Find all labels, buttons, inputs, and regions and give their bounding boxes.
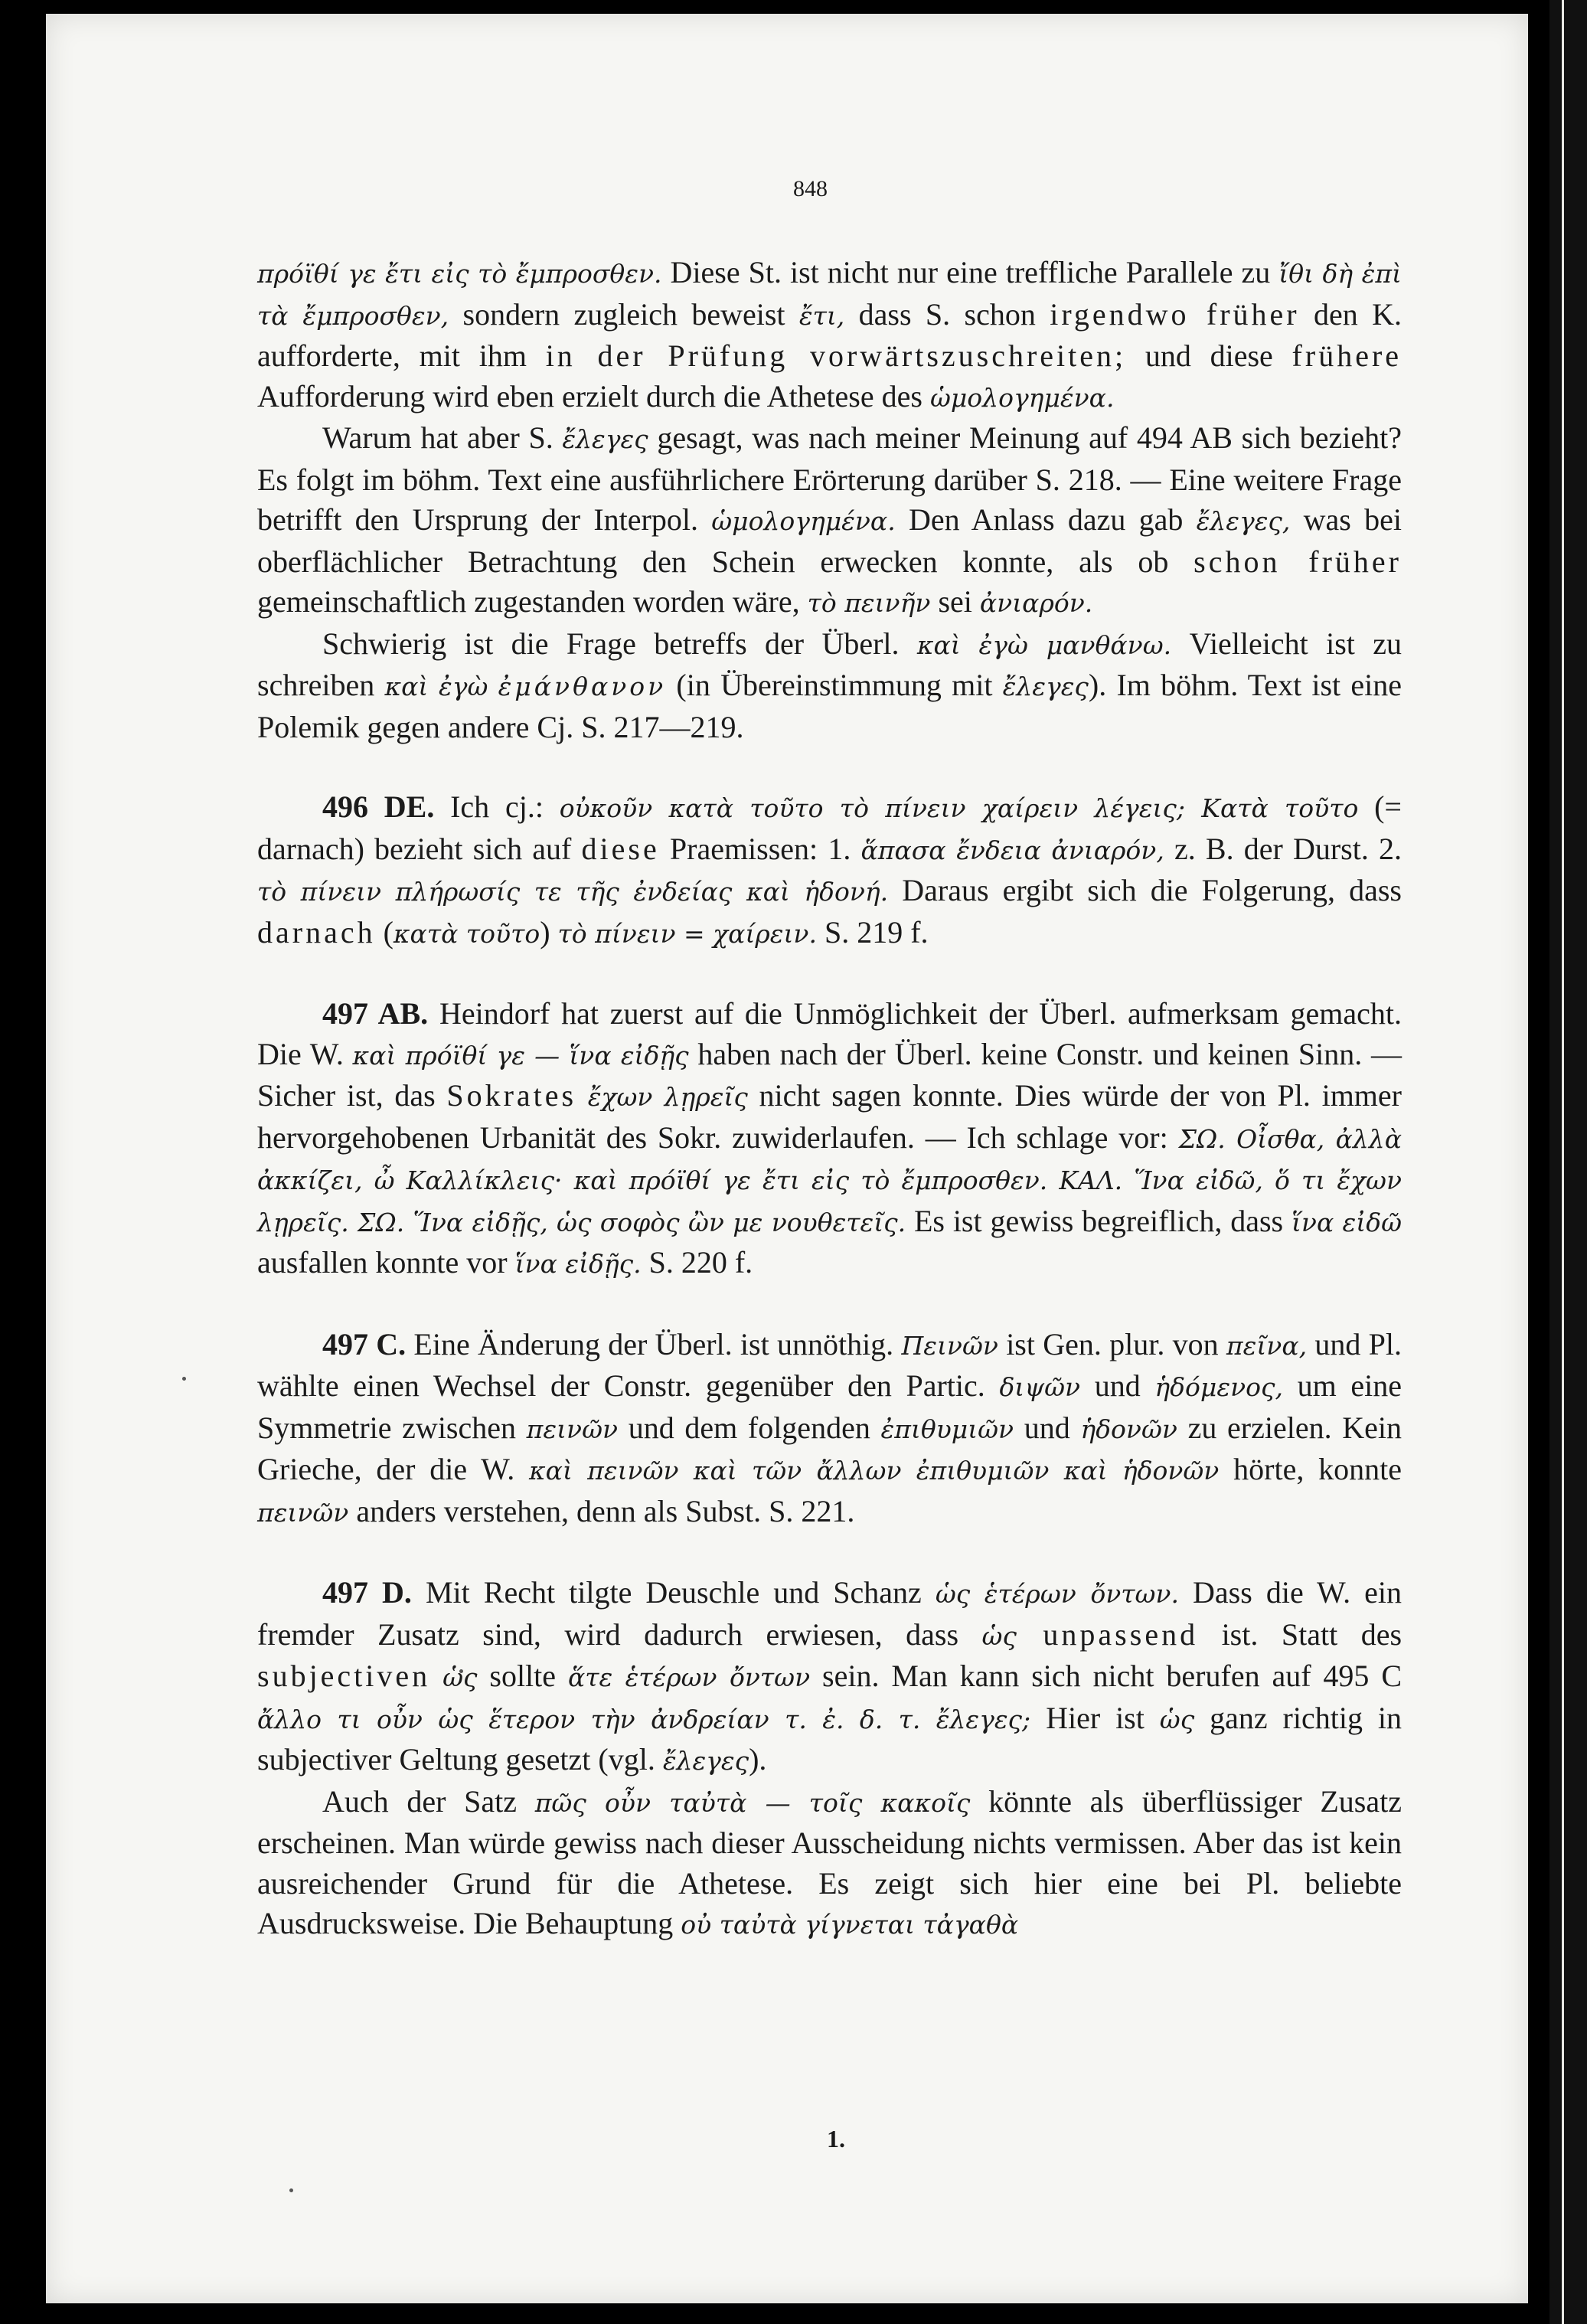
greek-quote: πεῖνα, [1226, 1330, 1308, 1361]
text-run: (in Übereinstimmung mit [666, 668, 1003, 702]
greek-quote: ἀνιαρόν. [979, 588, 1093, 618]
text-run: haben nach der Überl. keine Constr. und keinen Sinn. — Sicher ist, das [257, 1036, 1402, 1113]
greek-quote: ἵνα εἰδῇς. [514, 1249, 642, 1279]
greek-quote: ἐπιθυμιῶν [880, 1414, 1014, 1444]
greek-quote: Πεινῶν [901, 1330, 998, 1361]
greek-quote: τὸ πεινῆν [807, 588, 931, 618]
spaced-emphasis: unpassend [1016, 1616, 1199, 1652]
paragraph-1 [257, 253, 1402, 418]
text-run: Warum hat aber S. [322, 420, 563, 455]
text-run: S. 220 f. [641, 1245, 753, 1280]
greek-quote: ἔτι, [798, 300, 845, 331]
text-run: und [1080, 1368, 1155, 1403]
greek-quote: ἵνα εἰδῶ [1291, 1207, 1402, 1237]
greek-quote: ἴθι δὴ ἐπὶ τὰ ἔμπροσθεν, [257, 259, 1402, 331]
text-run: Vielleicht ist zu schreiben [257, 626, 1402, 702]
text-run [430, 1659, 442, 1693]
greek-quote: ὡμολογημένα. [929, 382, 1115, 413]
text-run: ( [375, 914, 393, 950]
greek-quote: ἅτε ἑτέρων ὄντων [567, 1662, 811, 1692]
text-run: (= darnach) bezieht sich auf [257, 789, 1402, 866]
paragraph-497d [257, 1573, 1402, 1782]
paragraph-8 [257, 1782, 1402, 1946]
greek-quote: πεινῶν [257, 1497, 349, 1528]
paragraph-497c [257, 1325, 1402, 1534]
greek-quote: πεινῶν [526, 1414, 619, 1444]
text-run: und dem folgenden [618, 1410, 881, 1445]
spaced-emphasis: in der Prüfung vorwärtszuschreiten; [545, 338, 1127, 373]
section-head: 497 D. [322, 1575, 412, 1610]
page-number: 848 [793, 176, 828, 201]
text-run: und [1014, 1410, 1081, 1445]
signature-mark: 1. [827, 2125, 845, 2152]
greek-quote: ἅπασα ἔνδεια ἀνιαρόν, [860, 835, 1164, 865]
greek-quote: ΣΩ. Οἶσθα, ἀλλὰ ἀκκίζει, ὦ Καλλίκλεις· καὶ πρόϊθί γε ἔτι εἰς τὸ ἔμπροσθεν. ΚΑΛ. Ἵνα εἰδῶ, ὅ τι ἔχων λῃρεῖς. ΣΩ. Ἵνα εἰδῇς, ὡς σοφὸς ὢν με νουθετεῖς. [257, 1123, 1402, 1237]
text-run: ausfallen konnte vor [257, 1245, 515, 1280]
greek-quote: ἔλεγες [662, 1746, 749, 1776]
spaced-emphasis: irgendwo früher [1050, 296, 1300, 332]
greek-quote: πρόϊθί γε ἔτι εἰς τὸ ἔμπροσθεν. [257, 259, 662, 289]
spaced-emphasis: frühere [1291, 338, 1403, 373]
text-run: S. 219 f. [816, 914, 929, 950]
page-speck [182, 1377, 186, 1381]
text-run: Praemissen: 1. [659, 831, 861, 866]
greek-quote: τὸ πίνειν πλήρωσίς τε τῆς ἐνδείας καὶ ἡδονή. [257, 877, 889, 907]
greek-quote: ὡς [981, 1620, 1017, 1651]
text-run: nicht sagen konnte. Dies würde der von Pl. immer hervorgehobenen Urbanität des Sokr. zuwiderlaufen. — Ich schlage vor: [257, 1078, 1402, 1155]
text-run: ). [749, 1742, 767, 1777]
paragraph-496de [257, 787, 1402, 954]
text-run: Den Anlass dazu gab [895, 502, 1197, 537]
text-run: ist. Statt des [1198, 1616, 1403, 1652]
text-run: ganz richtig in subjectiver Geltung gesetzt (vgl. [257, 1700, 1402, 1777]
text-run: Diese St. ist nicht nur eine treffliche Parallele zu [661, 255, 1279, 289]
text-run: Schwierig ist die Frage betreffs der Überl. [322, 626, 917, 661]
text-run: hörte, konnte [1219, 1452, 1402, 1486]
section-head: 497 C. [322, 1326, 407, 1361]
greek-quote: ἔλεγες [562, 424, 648, 454]
spaced-emphasis: darnach [257, 914, 376, 950]
text-run: sollte [477, 1659, 568, 1693]
text-run: was bei oberflächlicher Betrachtung den Schein erwecken konnte, als ob [257, 502, 1402, 579]
greek-quote: ἔλεγες [1002, 672, 1089, 701]
body-text [257, 253, 1402, 1946]
greek-quote: ἐμάνθανον [498, 672, 667, 701]
text-run: und diese [1126, 338, 1292, 373]
text-run: sondern zugleich beweist [449, 296, 799, 332]
spaced-emphasis: schon früher [1194, 544, 1402, 579]
text-run: Auch der Satz [322, 1783, 535, 1819]
greek-quote: καὶ πρόϊθί γε — ἵνα εἰδῇς [352, 1040, 689, 1070]
text-run: sein. Man kann sich nicht berufen auf 495 C [810, 1659, 1403, 1693]
greek-quote: ὡς [442, 1662, 478, 1692]
text-run: ist Gen. plur. von [998, 1326, 1226, 1361]
text-run: Eine Änderung der Überl. ist unnöthig. [406, 1326, 902, 1361]
text-run: ). Im böhm. Text ist eine Polemik gegen andere Cj. S. 217—219. [257, 668, 1402, 744]
paragraph-2 [257, 418, 1402, 624]
text-run: Mit Recht tilgte Deuschle und Schanz [411, 1575, 936, 1610]
text-run: könnte als überflüssiger Zusatz erscheinen. Man würde gewiss nach dieser Ausscheidung nichts vermissen. Aber das ist kein ausreichender Grund für die Athetese. Es zeigt sich hier eine bei Pl. beliebte Ausdrucksweise. Die Behauptung [257, 1783, 1402, 1940]
section-head: 497 AB. [322, 996, 429, 1031]
text-run: gesagt, was nach meiner Meinung auf 494 AB sich bezieht? Es folgt im böhm. Text eine ausführlichere Erörterung darüber S. 218. — Eine weitere Frage betrifft den Ursprung der Interpol. [257, 420, 1403, 537]
greek-quote: κατὰ τοῦτο [393, 918, 540, 949]
text-run: z. B. der Durst. 2. [1164, 831, 1402, 866]
greek-quote: ὡς ἑτέρων ὄντων. [935, 1579, 1179, 1609]
greek-quote: πῶς οὖν ταὐτὰ — τοῖς κακοῖς [534, 1787, 971, 1818]
paragraph-497ab [257, 994, 1402, 1285]
greek-quote: οὐκοῦν κατὰ τοῦτο τὸ πίνειν χαίρειν λέγεις; Κατὰ τοῦτο [559, 793, 1359, 823]
greek-quote: καὶ πεινῶν καὶ τῶν ἄλλων ἐπιθυμιῶν καὶ ἡδονῶν [529, 1456, 1220, 1486]
spaced-emphasis: diese [581, 831, 660, 866]
scan-edge-line [1562, 0, 1564, 2324]
text-run: ) [540, 914, 558, 950]
greek-quote: καὶ ἐγὼ [384, 672, 488, 701]
text-run: dass S. schon [844, 296, 1050, 332]
text-run: um eine Symmetrie zwischen [257, 1368, 1403, 1445]
text-run: und Pl. wählte einen Wechsel der Constr. gegenüber den Partic. [257, 1326, 1402, 1403]
greek-quote: καὶ ἐγὼ μανθάνω. [916, 629, 1172, 660]
greek-quote: ὡς [1159, 1704, 1195, 1734]
section-head: 496 DE. [322, 789, 435, 824]
greek-quote: ὡμολογημένα. [711, 506, 896, 536]
text-run: Ich cj.: [434, 789, 560, 824]
greek-quote: ἔλεγες, [1196, 506, 1291, 536]
scan-border [1549, 0, 1587, 2324]
text-run [576, 1078, 588, 1113]
greek-quote: τὸ πίνειν = χαίρειν. [557, 918, 817, 949]
greek-quote: διψῶν [999, 1372, 1081, 1402]
text-run: Es ist gewiss begreiflich, dass [906, 1203, 1291, 1238]
text-run: Dass die W. ein fremder Zusatz sind, wird dadurch erwiesen, dass [257, 1575, 1403, 1652]
paragraph-3 [257, 624, 1402, 748]
text-run: zu erzielen. Kein Grieche, der die W. [257, 1410, 1403, 1486]
page-speck [289, 2188, 293, 2192]
text-run: gemeinschaftlich zugestanden worden wäre, [257, 584, 808, 619]
greek-quote: ἄλλο τι οὖν ὡς ἕτερον τὴν ἀνδρείαν τ. ἐ. δ. τ. ἔλεγες; [257, 1704, 1031, 1734]
text-run: Aufforderung wird eben erzielt durch die Athetese des [257, 378, 930, 413]
greek-quote: ἡδόμενος, [1154, 1372, 1283, 1402]
greek-quote: ἔχων λῃρεῖς [587, 1082, 748, 1112]
text-run: Daraus ergibt sich die Folgerung, dass [888, 873, 1402, 907]
text-run: Heindorf hat zuerst auf die Unmöglichkeit der Überl. aufmerksam gemacht. Die W. [257, 996, 1403, 1071]
spaced-emphasis: Sokrates [446, 1078, 577, 1113]
spaced-emphasis: subjectiven [257, 1659, 431, 1693]
text-run: den K. aufforderte, mit ihm [257, 296, 1402, 373]
greek-quote: οὐ ταὐτὰ γίγνεται τἀγαθὰ [681, 1910, 1019, 1940]
greek-quote: ἡδονῶν [1080, 1414, 1177, 1444]
text-run: Hier ist [1030, 1700, 1160, 1735]
text-run: anders verstehen, denn als Subst. S. 221. [348, 1493, 855, 1528]
text-run: sei [930, 584, 980, 619]
